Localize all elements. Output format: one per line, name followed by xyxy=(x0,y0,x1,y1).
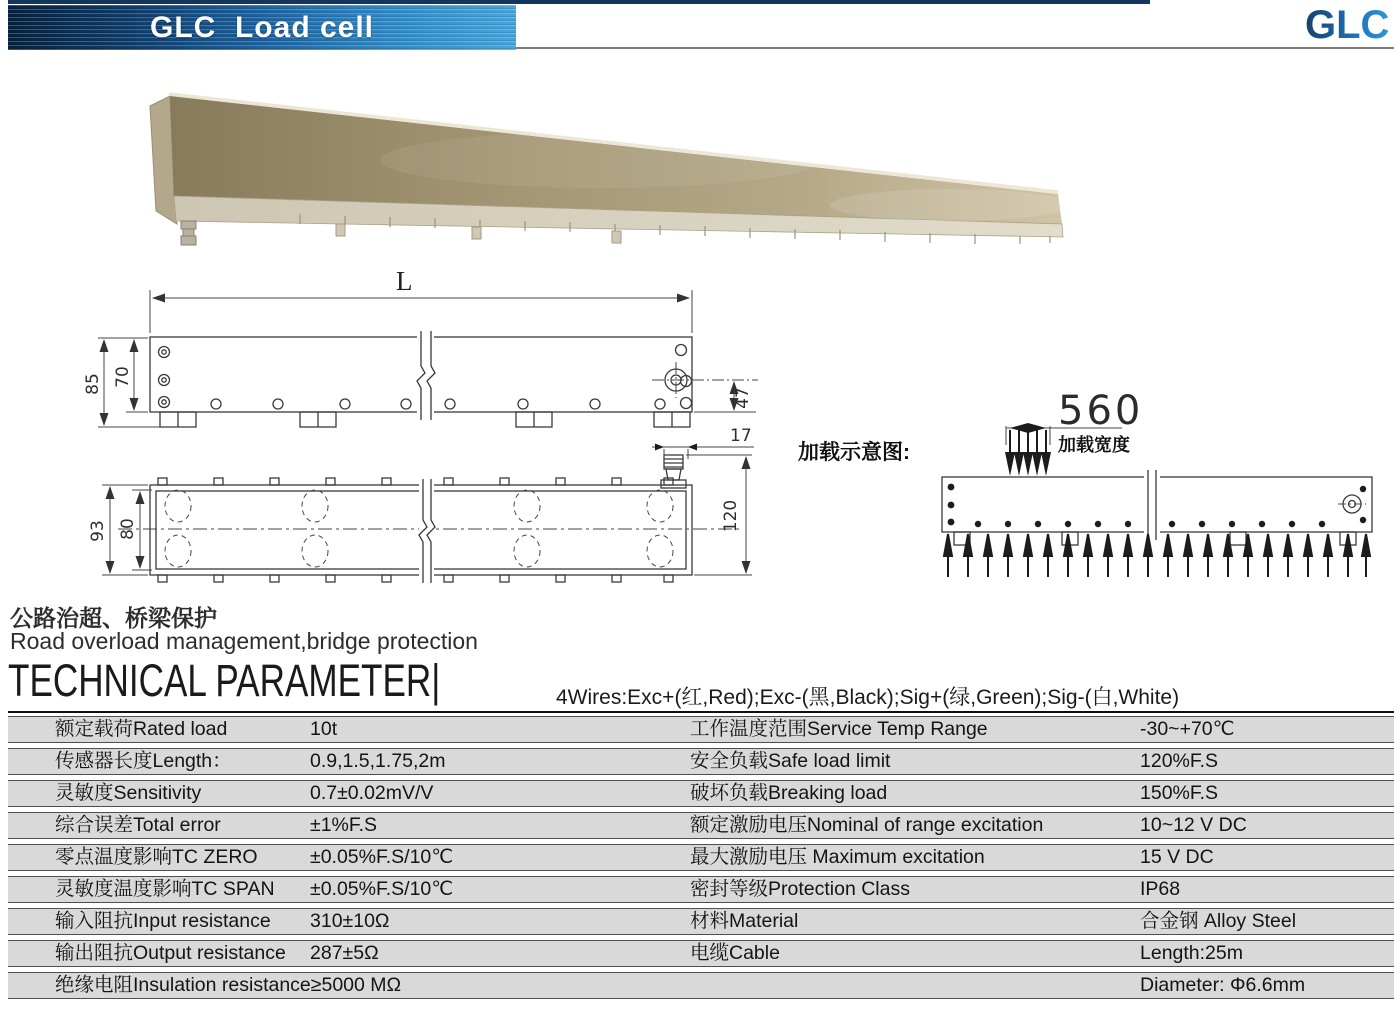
dim-80-label: 80 xyxy=(118,518,138,540)
applied-load-arrows xyxy=(1005,430,1051,476)
load-diagram xyxy=(798,388,1372,577)
side-view-drawing xyxy=(83,266,758,427)
dim-93-label: 93 xyxy=(88,520,108,542)
param-value: 0.9,1.5,1.75,2m xyxy=(310,750,446,772)
param-value: ±1%F.S xyxy=(310,814,378,836)
dim-85-label: 85 xyxy=(83,373,103,395)
parameter-table xyxy=(8,711,1394,1004)
table-row xyxy=(8,972,1394,999)
param-value: 10~12 V DC xyxy=(1140,814,1247,836)
bottom-view-drawing xyxy=(88,426,754,584)
page-title: GLC Load cell xyxy=(149,11,375,44)
table-row xyxy=(8,812,1394,839)
load-width-label: 加载宽度 xyxy=(1058,435,1130,455)
product-photo xyxy=(150,94,1070,245)
load-diagram-caption: 加载示意图: xyxy=(798,441,910,464)
reaction-arrows xyxy=(944,534,1370,577)
param-label: 输入阻抗Input resistance xyxy=(55,910,271,932)
table-row xyxy=(8,908,1394,935)
param-label: 灵敏度Sensitivity xyxy=(55,782,202,804)
param-value: Length:25m xyxy=(1140,942,1243,964)
application-cn: 公路治超、桥梁保护 xyxy=(10,605,217,631)
photo-cable-gland xyxy=(181,221,196,245)
param-value: 10t xyxy=(310,718,338,740)
dim-47-label: 47 xyxy=(733,387,753,409)
dim-70-label: 70 xyxy=(113,366,133,388)
technical-parameter-heading xyxy=(8,655,562,707)
param-value: IP68 xyxy=(1140,878,1181,900)
param-label: 电缆Cable xyxy=(690,942,780,964)
param-label: 密封等级Protection Class xyxy=(690,878,910,900)
param-label: 最大激励电压 Maximum excitation xyxy=(690,846,985,868)
table-row xyxy=(8,748,1394,775)
param-label: 输出阻抗Output resistance xyxy=(55,942,286,964)
param-value: ±0.05%F.S/10℃ xyxy=(310,846,454,868)
dim-length-label: L xyxy=(396,266,413,296)
dim-560-label: 560 xyxy=(1058,388,1144,434)
param-value: 合金钢 Alloy Steel xyxy=(1140,910,1297,932)
table-row xyxy=(8,780,1394,807)
param-label: 综合误差Total error xyxy=(55,814,221,836)
param-label: 绝缘电阻Insulation resistance≥5000 MΩ xyxy=(55,974,402,996)
application-en: Road overload management,bridge protection xyxy=(10,628,478,654)
param-value: 310±10Ω xyxy=(310,910,390,932)
dim-120-label: 120 xyxy=(721,499,741,533)
param-value: Diameter: Φ6.6mm xyxy=(1140,974,1306,996)
param-label: 破坏负载Breaking load xyxy=(690,782,888,804)
technical-parameter-text: TECHNICAL PARAMETER| xyxy=(8,655,441,706)
table-row xyxy=(8,940,1394,967)
param-value: 120%F.S xyxy=(1140,750,1219,772)
param-label: 零点温度影响TC ZERO xyxy=(55,846,258,868)
param-label: 安全负载Safe load limit xyxy=(690,750,891,772)
dim-17-label: 17 xyxy=(730,426,752,446)
param-label: 传感器长度Length： xyxy=(55,750,232,772)
param-label: 额定载荷Rated load xyxy=(55,718,228,740)
param-value: 150%F.S xyxy=(1140,782,1219,804)
param-label: 工作温度范围Service Temp Range xyxy=(690,718,988,740)
param-value: ±0.05%F.S/10℃ xyxy=(310,878,454,900)
param-value: 287±5Ω xyxy=(310,942,379,964)
table-row xyxy=(8,716,1394,743)
table-row xyxy=(8,876,1394,903)
param-label: 灵敏度温度影响TC SPAN xyxy=(55,878,275,900)
param-value: 0.7±0.02mV/V xyxy=(310,782,434,804)
param-value: 15 V DC xyxy=(1140,846,1214,868)
param-label: 材料Material xyxy=(690,910,799,932)
table-row xyxy=(8,844,1394,871)
wiring-note: 4Wires:Exc+(红,Red);Exc-(黑,Black);Sig+(绿,Green);Sig-(白,White) xyxy=(556,686,1180,709)
param-value: -30~+70℃ xyxy=(1140,718,1235,740)
param-label: 额定激励电压Nominal of range excitation xyxy=(690,814,1044,836)
brand-logo: GLC xyxy=(1305,3,1395,48)
